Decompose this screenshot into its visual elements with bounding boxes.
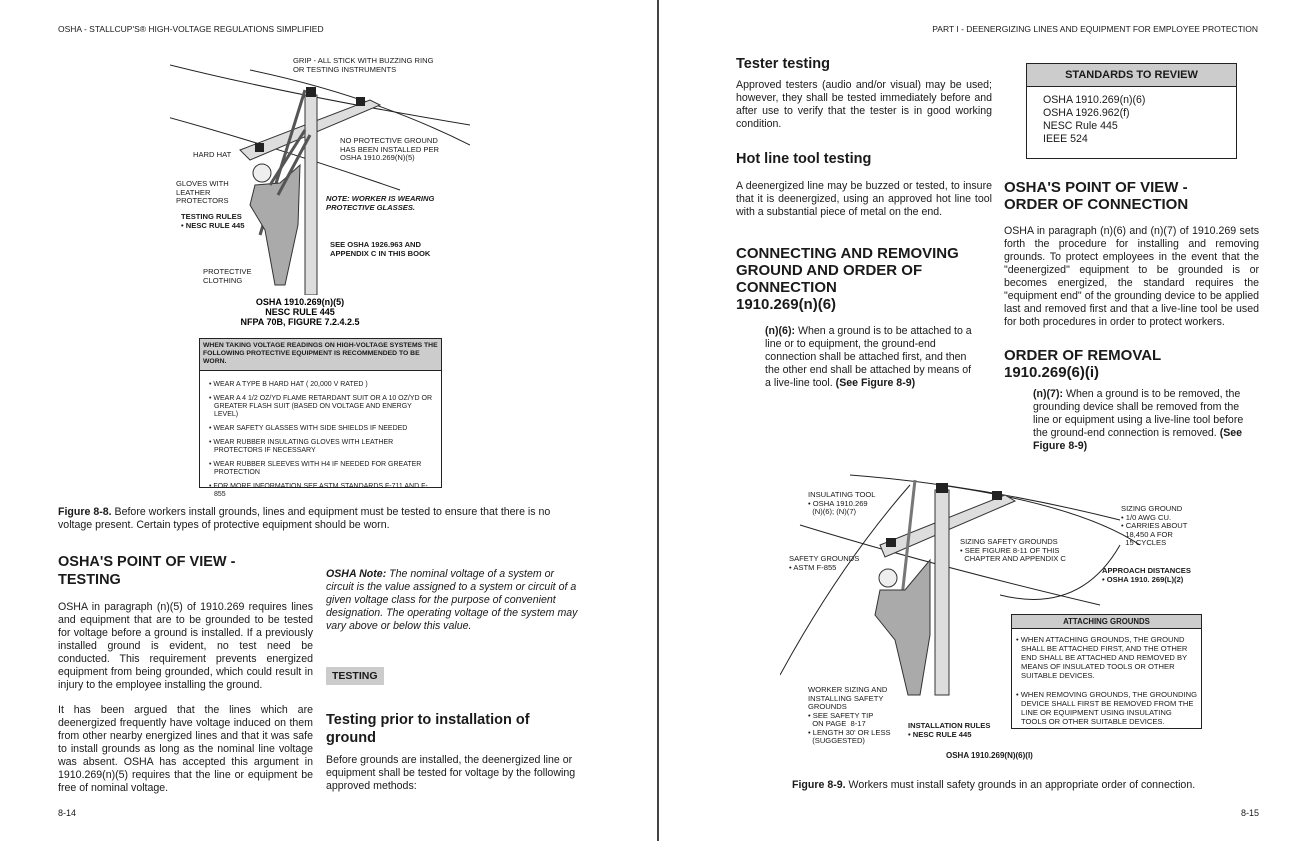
heading-text: CONNECTING AND REMOVING GROUND AND ORDER OF CONNECTION bbox=[736, 245, 959, 296]
standards-title: STANDARDS TO REVIEW bbox=[1027, 64, 1236, 87]
list-item: • WEAR RUBBER INSULATING GLOVES WITH LEATHER PROTECTORS IF NECESSARY bbox=[209, 439, 394, 454]
note-label: OSHA Note: bbox=[326, 568, 387, 580]
osha-note bbox=[326, 568, 581, 633]
standard-item: IEEE 524 bbox=[1043, 133, 1088, 145]
label-sizing-ground: SIZING GROUND • 1/0 AWG CU. • CARRIES ABOUT 18,450 A FOR 15 CYCLES bbox=[1121, 504, 1188, 547]
heading-ref: 1910.269(6)(i) bbox=[1004, 364, 1100, 381]
n7-see-figure: (See Figure 8-9) bbox=[1033, 427, 1243, 452]
label-insulating-tool: INSULATING TOOL • OSHA 1910.269 (N)(6); (N)(7) bbox=[808, 490, 876, 516]
label-see-osha: SEE OSHA 1926.963 AND APPENDIX C IN THIS BOOK bbox=[330, 240, 431, 258]
label-gloves: GLOVES WITH LEATHER PROTECTORS bbox=[176, 179, 229, 205]
list-item: • WEAR A TYPE B HARD HAT ( 20,000 V RATED ) bbox=[209, 381, 368, 388]
list-item: • FOR MORE INFORMATION SEE ASTM STANDARDS F-711 AND F-855 bbox=[209, 483, 428, 498]
pov-testing-p1: OSHA in paragraph (n)(5) of 1910.269 requires lines and equipment that are to be grounded to be tested for voltage before a ground is installed. If a previously installed ground is evident, no test need be conducted. This requirement prevents energized equipment from being grounded, which could result in injury to the employee installing the ground. bbox=[58, 601, 313, 691]
hotline-text: A deenergized line may be buzzed or tested, to insure that it is deenergized, using an approved hot line tool with a substantial piece of metal on the end. bbox=[736, 180, 992, 218]
attaching-grounds-box bbox=[1011, 614, 1202, 729]
standard-item: OSHA 1910.269(n)(6) bbox=[1043, 94, 1146, 106]
tester-heading: Tester testing bbox=[736, 56, 831, 72]
figure-8-8-illustration bbox=[170, 55, 470, 295]
label-note: NOTE: WORKER IS WEARING PROTECTIVE GLASSES. bbox=[326, 194, 435, 212]
label-grip bbox=[293, 57, 434, 74]
caption-label: Figure 8-9. bbox=[792, 779, 846, 791]
protective-equipment-box bbox=[199, 338, 442, 498]
hotline-heading: Hot line tool testing bbox=[736, 151, 872, 167]
label-installation-rules: INSTALLATION RULES • NESC RULE 445 bbox=[908, 721, 991, 739]
standard-item: OSHA 1926.962(f) bbox=[1043, 107, 1130, 119]
figure-references: OSHA 1910.269(n)(5) NESC RULE 445 NFPA 70B, FIGURE 7.2.4.2.5 bbox=[215, 297, 385, 327]
box-title: ATTACHING GROUNDS bbox=[1012, 615, 1201, 629]
testing-tag: TESTING bbox=[326, 667, 384, 685]
box-title: WHEN TAKING VOLTAGE READINGS ON HIGH-VOLTAGE SYSTEMS THE FOLLOWING PROTECTIVE EQUIPMENT IS RECOMMENDED TO BE WORN. bbox=[200, 339, 441, 371]
n6-paragraph bbox=[765, 325, 976, 390]
label-hard-hat: HARD HAT bbox=[193, 150, 232, 159]
label-sizing-safety-grounds: SIZING SAFETY GROUNDS • SEE FIGURE 8-11 OF THIS CHAPTER AND APPENDIX C bbox=[960, 537, 1066, 563]
note-text: The nominal voltage of a system or circuit is the value assigned to a system or circuit of a given voltage class for the purpose of convenient designation. The operating voltage of the system may vary above or below this value. bbox=[326, 568, 578, 632]
heading-text: ORDER OF REMOVAL bbox=[1004, 347, 1162, 364]
caption-label: Figure 8-8. bbox=[58, 506, 112, 518]
list-item: • WHEN ATTACHING GROUNDS, THE GROUND SHALL BE ATTACHED FIRST, AND THE OTHER END SHALL BE ATTACHED AND REMOVED BY MEANS OF INSULATED TOOLS OR OTHER SUITABLE DEVICES. bbox=[1016, 635, 1188, 680]
page-number-right: 8-15 bbox=[1241, 808, 1260, 818]
label-clothing: PROTECTIVE CLOTHING bbox=[203, 267, 252, 285]
pov-testing-p2: It has been argued that the lines which are deenergized frequently have voltage induced on them from other nearby energized lines and that it was safe to install grounds as long as the nominal line voltage was absent. OSHA has accepted this argument in 1910.269(n)(5) requires that the line or equipment be free of nominal voltage. bbox=[58, 704, 313, 794]
connecting-heading bbox=[736, 245, 961, 313]
standard-item: NESC Rule 445 bbox=[1043, 120, 1118, 132]
label-no-ground: NO PROTECTIVE GROUND HAS BEEN INSTALLED PER OSHA 1910.269(N)(5) bbox=[340, 136, 440, 162]
figure-reference: OSHA 1910.269(N)(6)(I) bbox=[946, 751, 1033, 760]
n7-paragraph bbox=[1033, 388, 1244, 453]
n6-text: When a ground is to be attached to a line or to equipment, the ground-end connection shall be attached first, and then the other end shall be attached by means of a live-line tool. bbox=[765, 325, 972, 389]
list-item: • WEAR A 4 1/2 OZ/YD FLAME RETARDANT SUIT OR A 10 OZ/YD OR GREATER FLASH SUIT (BASED ON VOLTAGE AND ENERGY LEVEL) bbox=[209, 395, 433, 418]
page-number-left: 8-14 bbox=[58, 808, 77, 818]
pov-order-text: OSHA in paragraph (n)(6) and (n)(7) of 1910.269 sets forth the procedure for installing and removing grounds. To protect employees in the event that the "deenergized" equipment to be grounded is or becomes energized, the standard requires the "equipment end" of the grounding device to be applied last and removed first and that a live-line tool be used for both procedures in order to protect workers. bbox=[1004, 225, 1259, 328]
label-approach-distances: APPROACH DISTANCES • OSHA 1910. 269(L)(2) bbox=[1102, 566, 1191, 584]
figure-8-9-caption bbox=[792, 779, 1195, 792]
list-item: • WEAR SAFETY GLASSES WITH SIDE SHIELDS IF NEEDED bbox=[209, 425, 408, 432]
testing-prior-heading: Testing prior to installation of ground bbox=[326, 712, 530, 746]
running-header-left: OSHA - STALLCUP'S® HIGH-VOLTAGE REGULATIONS SIMPLIFIED bbox=[58, 24, 324, 34]
removal-heading bbox=[1004, 347, 1161, 381]
n7-text: When a ground is to be removed, the grounding device shall be removed from the line or equipment using a live-line tool before the ground-end connection is removed. bbox=[1033, 388, 1244, 439]
tester-text: Approved testers (audio and/or visual) may be used; however, they shall be tested immediately before and after use to verify that the tester is in good working condition. bbox=[736, 79, 992, 130]
n6-see-figure: (See Figure 8-9) bbox=[835, 377, 916, 389]
list-item: • WEAR RUBBER SLEEVES WITH H4 IF NEEDED FOR GREATER PROTECTION bbox=[209, 461, 422, 476]
label-safety-grounds: SAFETY GROUNDS • ASTM F-855 bbox=[789, 554, 860, 572]
n6-label: (n)(6): bbox=[765, 325, 796, 337]
figure-8-8-caption bbox=[58, 506, 583, 532]
caption-text: Workers must install safety grounds in an appropriate order of connection. bbox=[845, 779, 1196, 791]
standards-box bbox=[1026, 63, 1237, 159]
label-testing-rules: TESTING RULES • NESC RULE 445 bbox=[181, 212, 245, 230]
page-divider bbox=[657, 0, 659, 841]
n7-label: (n)(7): bbox=[1033, 388, 1064, 400]
running-header-right: PART I - DEENERGIZING LINES AND EQUIPMENT FOR EMPLOYEE PROTECTION bbox=[932, 24, 1258, 34]
label-worker: WORKER SIZING AND INSTALLING SAFETY GROUNDS • SEE SAFETY TIP ON PAGE 8-17 • LENGTH 30' OR LESS (SUGGESTED) bbox=[808, 685, 891, 745]
list-item: • WHEN REMOVING GROUNDS, THE GROUNDING DEVICE SHALL FIRST BE REMOVED FROM THE LINE OR EQUIPMENT USING INSULATING TOOLS OR OTHER SUITABLE DEVICES. bbox=[1016, 690, 1197, 726]
heading-ref: 1910.269(n)(6) bbox=[736, 296, 837, 313]
testing-prior-text: Before grounds are installed, the deenergized line or equipment shall be tested for voltage by the following approved methods: bbox=[326, 754, 576, 792]
caption-text: Before workers install grounds, lines and equipment must be tested to ensure that there is no voltage present. Certain types of protective equipment should be worn. bbox=[58, 506, 551, 531]
pov-testing-heading: OSHA'S POINT OF VIEW - TESTING bbox=[58, 554, 236, 588]
pov-order-heading: OSHA'S POINT OF VIEW - ORDER OF CONNECTION bbox=[1004, 179, 1189, 213]
label-text: GRIP - ALL STICK WITH BUZZING RING OR TESTING INSTRUMENTS bbox=[293, 56, 434, 74]
